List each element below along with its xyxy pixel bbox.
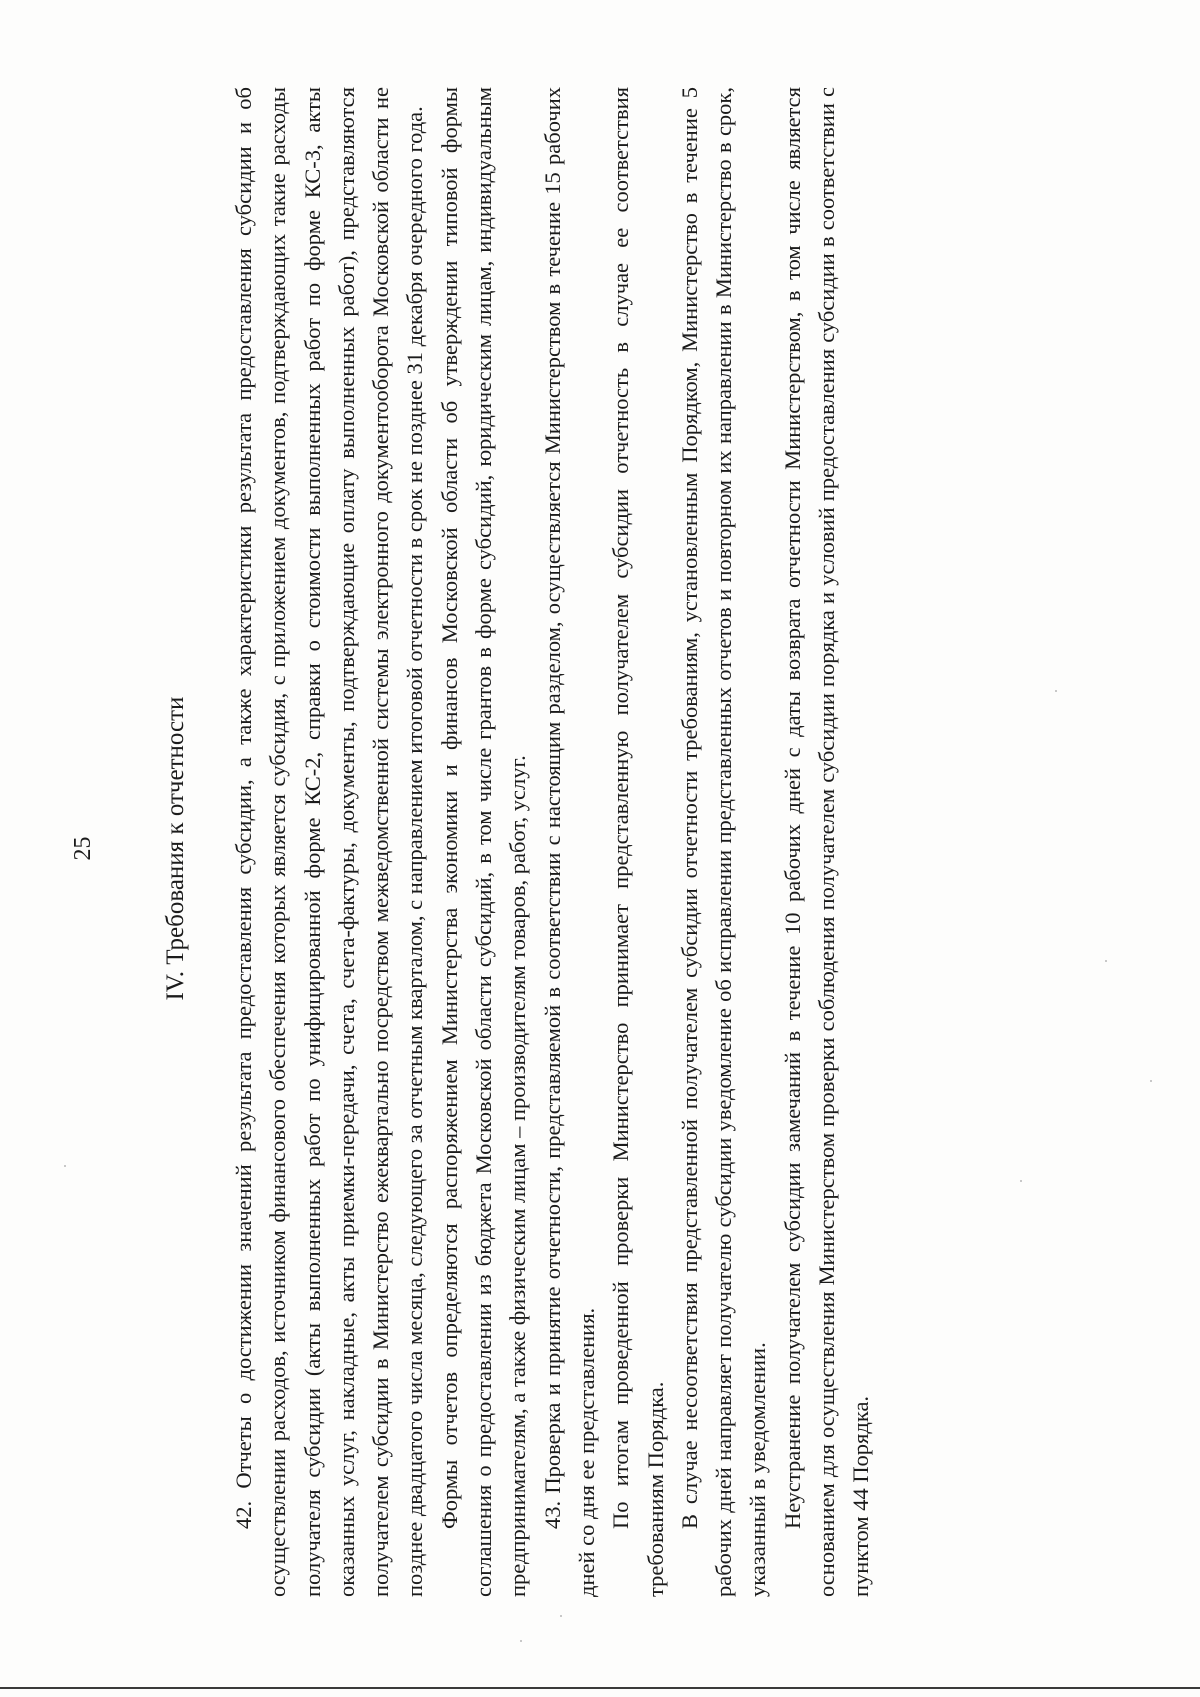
paragraph-43: 43. Проверка и принятие отчетности, представляемой в соответствии с настоящим разделом, осуществляется Министерством в течение 15 рабочих дней со дня ее представления. xyxy=(539,87,599,1597)
paragraph-42: 42. Отчеты о достижении значений результата предоставления субсидии, а также характеристики результата предоставления субсидии и об осуществлении расходов, источником финансового обеспечения которых является субсидия, с приложением документов, подтверждающих такие расходы получателя субсидии (акты выполненных работ по унифицированной форме КС-2, справки о стоимости выполненных работ по форме КС-3, акты оказанных услуг, накладные, акты приемки-передачи, счета, счета-фактуры, документы, подтверждающие оплату выполненных работ), представляются получателем субсидии в Министерство ежеквартально посредством межведомственной системы электронного документооборота Московской области не позднее двадцатого числа месяца, следующего за отчетным кварталом, с направлением итоговой отчетности в срок не позднее 31 декабря очередного года. xyxy=(231,87,428,1597)
scan-edge-line xyxy=(0,1687,1200,1689)
paragraph-uncorrected-remarks: Неустранение получателем субсидии замечаний в течение 10 рабочих дней с даты возврата отчетности Министерством, в том числе является основанием для осуществления Министерством проверки соблюдения получателем субсидии порядка и условий предоставления субсидии в соответствии с пунктом 44 Порядка. xyxy=(779,87,874,1597)
paragraph-report-forms: Формы отчетов определяются распоряжением Министерства экономики и финансов Московской области об утверждении типовой формы соглашения о предоставлении из бюджета Московской области субсидий, в том числе грантов в форме субсидий, юридическим лицам, индивидуальным предпринимателям, а также физическим лицам – производителям товаров, работ, услуг. xyxy=(436,87,531,1597)
section-title: IV. Требования к отчетности xyxy=(162,696,189,1001)
paragraph-nonconformity: В случае несоответствия представленной получателем субсидии отчетности требованиям, установленным Порядком, Министерство в течение 5 рабочих дней направляет получателю субсидии уведомление об исправлении представленных отчетов и повторном их направлении в Министерство в срок, указанный в уведомлении. xyxy=(676,87,771,1597)
document-body xyxy=(227,87,879,1597)
page-number: 25 xyxy=(70,836,96,861)
paragraph-check-results: По итогам проведенной проверки Министерство принимает представленную получателем субсидии отчетность в случае ее соответствия требованиям Порядка. xyxy=(608,87,668,1597)
